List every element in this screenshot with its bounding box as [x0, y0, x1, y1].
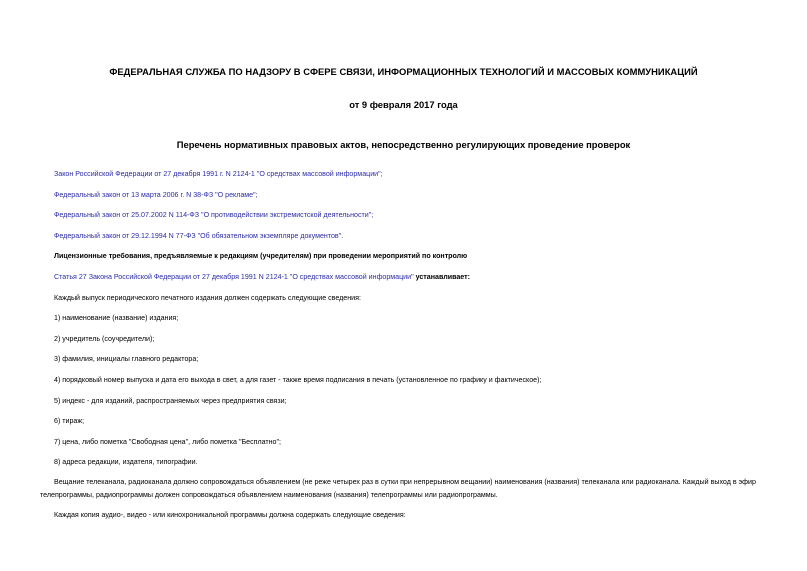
intro-text: Каждый выпуск периодического печатного издания должен содержать следующие сведения:	[54, 294, 361, 302]
article-27-link[interactable]: Статья 27 Закона Российской Федерации от 27 декабря 1991 N 2124-1 "О средствах массовой информации"	[54, 273, 414, 281]
organization-heading: ФЕДЕРАЛЬНАЯ СЛУЖБА ПО НАДЗОРУ В СФЕРЕ СВЯЗИ, ИНФОРМАЦИОННЫХ ТЕХНОЛОГИЙ И МАССОВЫХ КОММУНИКАЦИЙ	[109, 66, 698, 77]
broadcast-paragraph: Вещание телеканала, радиоканала должно сопровождаться объявлением (не реже четырех раз в сутки при непрерывном вещании) наименования (названия) телеканала или радиоканала. Каждый выход в эфир телепрограммы, радиопрограммы должен сопровождаться объявлением наименования (названия) телепрограммы или радиопрограммы.	[40, 478, 756, 499]
act-link-extremism-law[interactable]: Федеральный закон от 25.07.2002 N 114-ФЗ "О противодействии экстремистской деятельности";	[54, 211, 374, 219]
requirements-heading: Лицензионные требования, предъявляемые к редакциям (учредителям) при проведении мероприятий по контролю	[54, 252, 468, 260]
list-item: 3) фамилия, инициалы главного редактора;	[54, 355, 199, 363]
list-item: 4) порядковый номер выпуска и дата его выхода в свет, а для газет - также время подписания в печать (установленное по графику и фактическое);	[54, 376, 542, 384]
list-item: 8) адреса редакции, издателя, типографии.	[54, 458, 198, 466]
act-item	[54, 211, 373, 220]
list-item: 7) цена, либо пометка "Свободная цена", либо пометка "Бесплатно";	[54, 438, 281, 446]
list-item: 6) тираж;	[54, 417, 85, 425]
acts-list-title: Перечень нормативных правовых актов, непосредственно регулирующих проведение проверок	[176, 139, 631, 150]
article-reference-suffix: устанавливает:	[413, 273, 470, 281]
article-reference	[54, 273, 470, 282]
act-item	[54, 232, 343, 241]
act-link-mandatory-copy-law[interactable]: Федеральный закон от 29.12.1994 N 77-ФЗ "Об обязательном экземпляре документов".	[54, 232, 344, 240]
act-link-media-law[interactable]: Закон Российской Федерации от 27 декабря 1991 г. N 2124-1 "О средствах массовой информации";	[54, 170, 383, 178]
list-item: 2) учредитель (соучредители);	[54, 335, 155, 343]
document-date: от 9 февраля 2017 года	[349, 99, 458, 110]
act-item	[54, 170, 383, 179]
act-link-advertising-law[interactable]: Федеральный закон от 13 марта 2006 г. N 38-ФЗ "О рекламе";	[54, 191, 258, 199]
act-item	[54, 191, 258, 200]
list-item: 1) наименование (название) издания;	[54, 314, 179, 322]
list-item: 5) индекс - для изданий, распространяемых через предприятия связи;	[54, 397, 287, 405]
copy-paragraph: Каждая копия аудио-, видео - или кинохроникальной программы должна содержать следующие сведения:	[54, 511, 406, 519]
